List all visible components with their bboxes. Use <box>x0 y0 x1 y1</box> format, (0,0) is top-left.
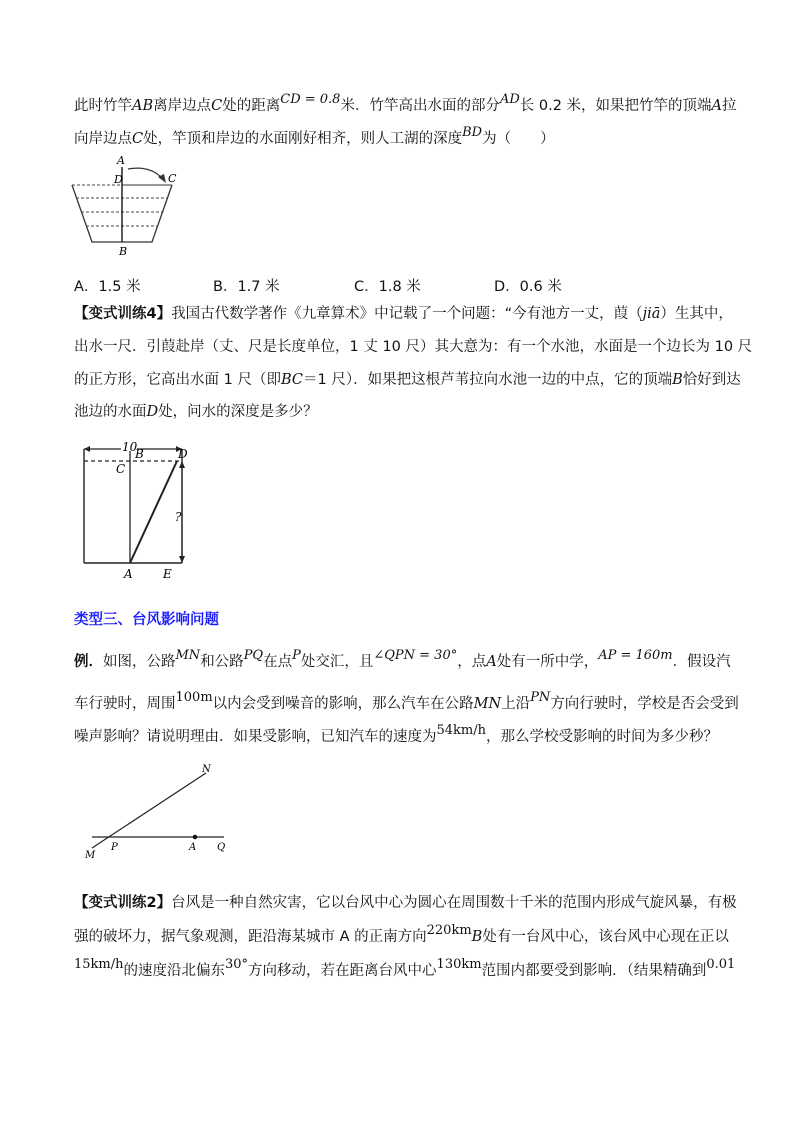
label-C: C <box>116 462 126 476</box>
label-A: A <box>189 842 197 853</box>
var-B: B <box>672 372 683 388</box>
label-P: P <box>111 842 118 853</box>
formula-CD: CD = 0.8 <box>280 92 341 107</box>
text: 处有一所中学， <box>496 654 599 670</box>
p1-line-1 <box>74 92 737 117</box>
text: 处有一台风中心，该台风中心现在正以 <box>482 929 729 945</box>
text: 和公路 <box>200 654 244 670</box>
text: 的正方形，它高出水面 1 尺（即 <box>74 372 281 388</box>
p2-line-3 <box>74 370 741 390</box>
p4-line-2 <box>74 923 729 948</box>
text: 处交汇，且 <box>300 654 374 670</box>
school-point-A <box>193 835 198 840</box>
text: 此时竹竿 <box>74 98 132 114</box>
var-MN: MN <box>175 648 201 663</box>
label-A: A <box>124 567 133 581</box>
p2-line-4 <box>74 402 318 422</box>
formula-130km: 130km <box>436 957 482 972</box>
text: 出水一尺．引葭赴岸（丈、尺是长度单位，1 丈 10 尺）其大意为：有一个水池，水面是一个边长为 10 尺 <box>74 339 753 355</box>
var-A: A <box>486 654 497 670</box>
label-E: E <box>163 567 172 581</box>
exercise-tag: 【变式训练4】 <box>74 306 172 322</box>
text: 我国古代数学著作《九章算术》中记载了一个问题：“今有池方一丈，葭（ <box>171 306 643 322</box>
text: 拉 <box>722 98 737 114</box>
var-C: C <box>211 98 223 114</box>
label-A: A <box>117 155 125 167</box>
label-question: ? <box>175 510 182 524</box>
text: 在点 <box>263 654 293 670</box>
var-D: D <box>146 404 159 420</box>
label-M: M <box>85 850 96 861</box>
text: 的速度沿北偏东 <box>123 963 225 979</box>
var-C: C <box>132 131 144 147</box>
text: 处，竿顶和岸边的水面刚好相齐，则人工湖的深度 <box>143 131 463 147</box>
text: 如图，公路 <box>103 654 176 670</box>
text: 长 0.2 米，如果把竹竿的顶端 <box>519 98 712 114</box>
label-10: 10 <box>122 440 138 454</box>
p4-line-1 <box>74 893 737 913</box>
label-B: B <box>119 245 128 258</box>
reed-pulled <box>130 461 177 563</box>
text: 离岸边点 <box>153 98 212 114</box>
var-A: A <box>711 98 723 114</box>
formula-220km: 220km <box>426 923 472 938</box>
text: 向岸边点 <box>74 131 132 147</box>
option-c[interactable]: C．1.8 米 <box>354 279 421 295</box>
text: 车行驶时，周围 <box>74 696 176 712</box>
text: 台风是一种自然灾害，它以台风中心为圆心在周围数十千米的范围内形成气旋风暴，有极 <box>171 895 737 911</box>
text: 方向移动，若在距离台风中心 <box>248 963 437 979</box>
var-MN: MN <box>473 696 502 712</box>
text: 噪声影响？请说明理由．如果受影响，已知汽车的速度为 <box>74 729 437 745</box>
var-BC: BC <box>280 372 303 388</box>
label-N: N <box>202 764 211 775</box>
roads-figure <box>78 760 238 865</box>
var-PN: PN <box>530 690 551 705</box>
text: 米．竹竿高出水面的部分 <box>340 98 500 114</box>
var-P: P <box>292 648 301 663</box>
formula-angle: ∠QPN = 30° <box>373 648 458 663</box>
var-AB: AB <box>132 98 154 114</box>
p4-line-3 <box>74 957 736 982</box>
text: 处，问水的深度是多少？ <box>158 404 318 420</box>
formula-AP: AP = 160m <box>598 648 673 663</box>
label-C: C <box>168 172 177 185</box>
text: 为（ ） <box>482 131 555 147</box>
text: ＝1 尺）．如果把这根芦苇拉向水池一边的中点，它的顶端 <box>302 372 673 388</box>
exercise-tag: 【变式训练2】 <box>74 895 172 911</box>
text: ）生其中， <box>660 306 733 322</box>
label-Q: Q <box>217 842 226 853</box>
lake-figure <box>68 155 188 260</box>
formula-speed: 54km/h <box>436 723 486 738</box>
var-B: B <box>471 929 483 945</box>
pool-figure <box>70 437 200 582</box>
text: 处的距离 <box>222 98 281 114</box>
p3-line-3 <box>74 723 718 748</box>
example-tag: 例． <box>74 654 103 670</box>
formula-30deg: 30° <box>225 957 249 972</box>
text: 恰好到达 <box>682 372 741 388</box>
p2-line-2 <box>74 337 752 357</box>
p3-line-2 <box>74 690 739 715</box>
formula-100m: 100m <box>175 690 213 705</box>
var-AD: AD <box>499 92 520 107</box>
text: ，点 <box>457 654 487 670</box>
text: 范围内都要受到影响．（结果精确到 <box>481 963 707 979</box>
var-BD: BD <box>462 125 483 140</box>
text: ，那么学校受影响的时间为多少秒？ <box>486 729 718 745</box>
label-D: D <box>114 173 123 186</box>
option-d[interactable]: D．0.6 米 <box>494 279 562 295</box>
formula-15kmh: 15km/h <box>74 957 124 972</box>
p1-line-2 <box>74 125 555 150</box>
rotation-arc <box>128 168 163 179</box>
text: ．假设汽 <box>672 654 731 670</box>
p3-line-1 <box>74 648 731 673</box>
text: 池边的水面 <box>74 404 147 420</box>
option-b[interactable]: B．1.7 米 <box>213 279 280 295</box>
text: 方向行驶时，学校是否会受到 <box>550 696 739 712</box>
p2-line-1 <box>74 304 733 324</box>
text: 上沿 <box>501 696 531 712</box>
option-a[interactable]: A．1.5 米 <box>74 279 141 295</box>
formula-0-01: 0.01 <box>706 957 736 972</box>
text: 强的破坏力，据气象观测，距沿海某城市 A 的正南方向 <box>74 929 427 945</box>
text: 以内会受到噪音的影响，那么汽车在公路 <box>212 696 474 712</box>
section-heading: 类型三、台风影响问题 <box>74 612 219 628</box>
label-D: D <box>178 447 188 461</box>
pinyin: jiā <box>642 306 661 322</box>
var-PQ: PQ <box>243 648 264 663</box>
label-B: B <box>135 447 144 461</box>
